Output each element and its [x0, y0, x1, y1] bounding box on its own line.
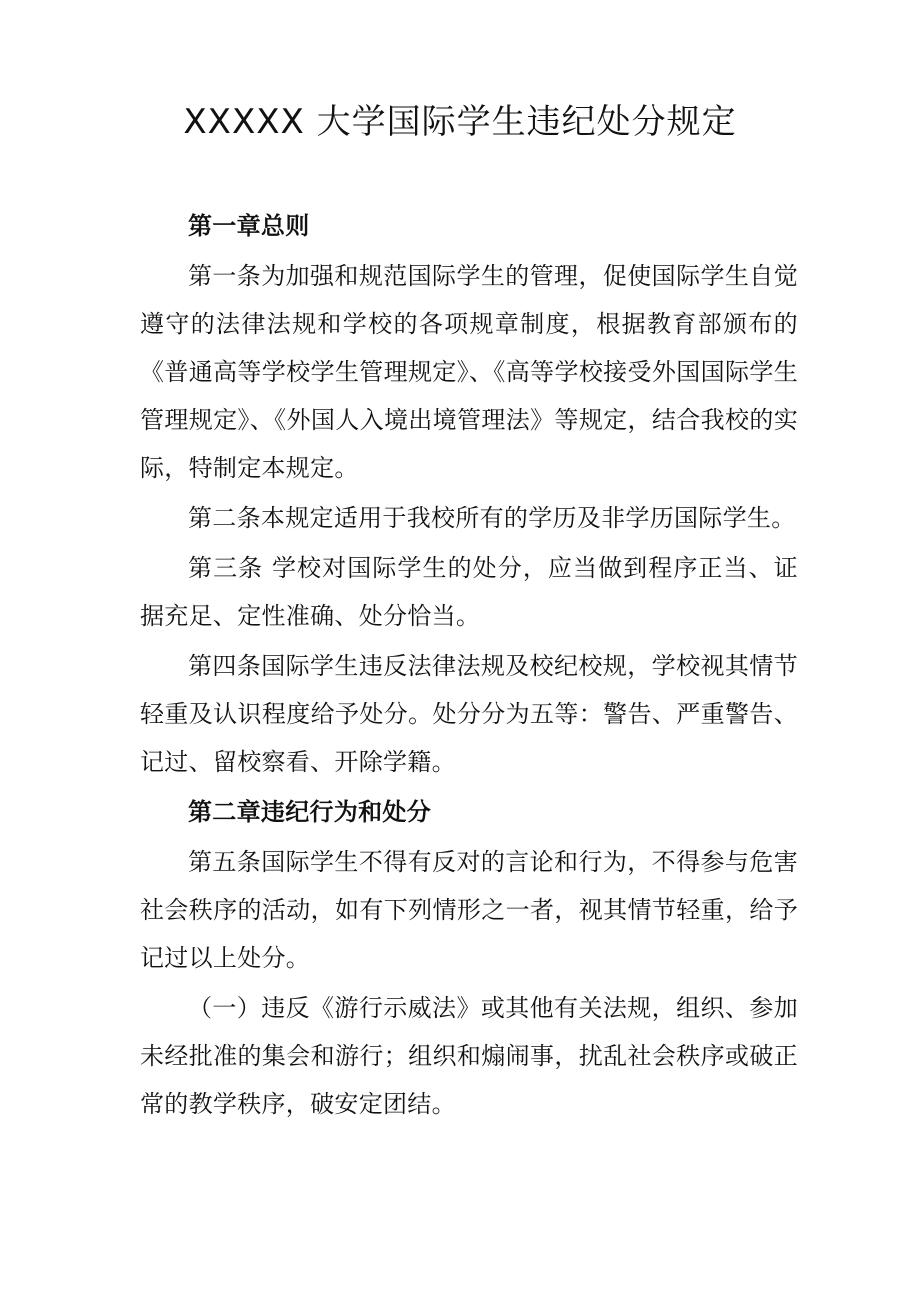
chapter-heading-1: 第一章总则 — [188, 212, 310, 240]
chapter-heading-2: 第二章违纪行为和处分 — [188, 798, 431, 826]
article-5: 第五条国际学生不得有反对的言论和行为，不得参与危害社会秩序的活动，如有下列情形之一者，视其情节轻重，给予记过以上处分。 — [140, 848, 798, 972]
document-body — [140, 202, 798, 1130]
article-4: 第四条国际学生违反法律法规及校纪校规，学校视其情节轻重及认识程度给予处分。处分分为五等：警告、严重警告、记过、留校察看、开除学籍。 — [140, 652, 798, 776]
article-2: 第二条本规定适用于我校所有的学历及非学历国际学生。 — [188, 504, 796, 532]
article-3: 第三条 学校对国际学生的处分，应当做到程序正当、证据充足、定性准确、处分恰当。 — [140, 554, 798, 630]
document-title: XXXXX 大学国际学生违纪处分规定 — [183, 102, 737, 142]
article-1: 第一条为加强和规范国际学生的管理，促使国际学生自觉遵守的法律法规和学校的各项规章制度，根据教育部颁布的《普通高等学校学生管理规定》、《高等学校接受外国国际学生管理规定》、《外国人入境出境管理法》等规定，结合我校的实际，特制定本规定。 — [140, 262, 798, 482]
article-5-item-1: （一）违反《游行示威法》或其他有关法规，组织、参加未经批准的集会和游行；组织和煽闹事，扰乱社会秩序或破正常的教学秩序，破安定团结。 — [140, 994, 798, 1118]
